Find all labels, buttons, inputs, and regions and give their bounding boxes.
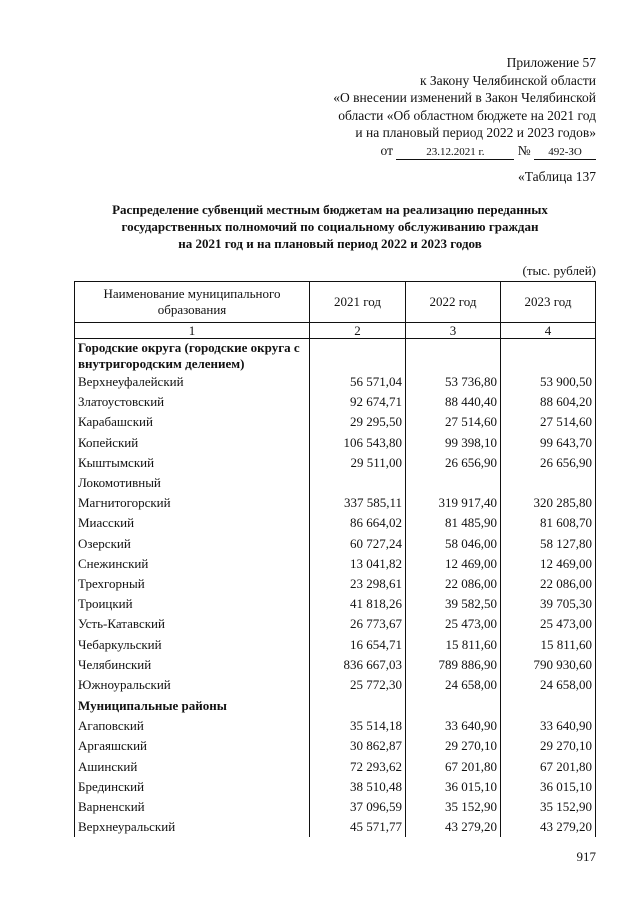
value-2021: 56 571,04 bbox=[310, 372, 406, 392]
value-2022: 36 015,10 bbox=[406, 777, 501, 797]
table-row bbox=[75, 574, 596, 594]
table-row bbox=[75, 797, 596, 817]
municipality-name: Агаповский bbox=[75, 716, 310, 736]
value-2023: 320 285,80 bbox=[501, 493, 596, 513]
municipality-name: Троицкий bbox=[75, 594, 310, 614]
table-row bbox=[75, 513, 596, 533]
municipality-name: Златоустовский bbox=[75, 392, 310, 412]
value-2023: 29 270,10 bbox=[501, 736, 596, 756]
value-2021: 836 667,03 bbox=[310, 655, 406, 675]
annex-line-4: области «Об областном бюджете на 2021 год bbox=[338, 107, 596, 123]
value-2021: 23 298,61 bbox=[310, 574, 406, 594]
value-2023: 25 473,00 bbox=[501, 614, 596, 634]
value-2022: 29 270,10 bbox=[406, 736, 501, 756]
value-2022: 22 086,00 bbox=[406, 574, 501, 594]
table-row bbox=[75, 655, 596, 675]
table-row bbox=[75, 372, 596, 392]
municipality-name: Верхнеуральский bbox=[75, 817, 310, 837]
header-name: Наименование муниципального образования bbox=[75, 282, 310, 323]
municipality-name: Карабашский bbox=[75, 412, 310, 432]
section-row bbox=[75, 339, 596, 373]
municipality-name: Миасский bbox=[75, 513, 310, 533]
value-2022: 25 473,00 bbox=[406, 614, 501, 634]
municipality-name: Копейский bbox=[75, 433, 310, 453]
section-title: Муниципальные районы bbox=[75, 695, 310, 716]
table-row bbox=[75, 817, 596, 837]
value-2021: 60 727,24 bbox=[310, 534, 406, 554]
table-row bbox=[75, 554, 596, 574]
table-row bbox=[75, 453, 596, 473]
annex-number-label: № bbox=[517, 142, 531, 158]
value-2023: 22 086,00 bbox=[501, 574, 596, 594]
value-2023: 33 640,90 bbox=[501, 716, 596, 736]
value-2021: 106 543,80 bbox=[310, 433, 406, 453]
municipality-name: Локомотивный bbox=[75, 473, 310, 493]
municipality-name: Кыштымский bbox=[75, 453, 310, 473]
value-2022: 789 886,90 bbox=[406, 655, 501, 675]
value-2022: 319 917,40 bbox=[406, 493, 501, 513]
value-2023: 58 127,80 bbox=[501, 534, 596, 554]
empty-cell bbox=[501, 339, 596, 373]
title-line-1: Распределение субвенций местным бюджетам на реализацию переданных bbox=[112, 202, 548, 217]
value-2021: 38 510,48 bbox=[310, 777, 406, 797]
table-row bbox=[75, 634, 596, 654]
col-number-2: 2 bbox=[310, 323, 406, 339]
value-2022: 27 514,60 bbox=[406, 412, 501, 432]
value-2022: 39 582,50 bbox=[406, 594, 501, 614]
table-row bbox=[75, 736, 596, 756]
value-2023: 27 514,60 bbox=[501, 412, 596, 432]
municipality-name: Магнитогорский bbox=[75, 493, 310, 513]
empty-cell bbox=[406, 339, 501, 373]
table-row bbox=[75, 534, 596, 554]
value-2023: 12 469,00 bbox=[501, 554, 596, 574]
value-2023: 99 643,70 bbox=[501, 433, 596, 453]
value-2021: 25 772,30 bbox=[310, 675, 406, 695]
title-line-3: на 2021 год и на плановый период 2022 и 2023 годов bbox=[178, 236, 482, 251]
value-2022: 58 046,00 bbox=[406, 534, 501, 554]
value-2021: 35 514,18 bbox=[310, 716, 406, 736]
value-2021: 30 862,87 bbox=[310, 736, 406, 756]
value-2023: 790 930,60 bbox=[501, 655, 596, 675]
value-2022: 99 398,10 bbox=[406, 433, 501, 453]
table-row bbox=[75, 675, 596, 695]
empty-cell bbox=[310, 339, 406, 373]
value-2021: 72 293,62 bbox=[310, 757, 406, 777]
section-row bbox=[75, 695, 596, 716]
municipality-name: Брединский bbox=[75, 777, 310, 797]
header-2022: 2022 год bbox=[406, 282, 501, 323]
value-2022: 26 656,90 bbox=[406, 453, 501, 473]
municipality-name: Снежинский bbox=[75, 554, 310, 574]
value-2022 bbox=[406, 473, 501, 493]
municipality-name: Чебаркульский bbox=[75, 634, 310, 654]
annex-line-3: «О внесении изменений в Закон Челябинской bbox=[333, 90, 596, 105]
value-2023: 81 608,70 bbox=[501, 513, 596, 533]
value-2022: 88 440,40 bbox=[406, 392, 501, 412]
table-label: «Таблица 137 bbox=[518, 169, 596, 184]
value-2023 bbox=[501, 473, 596, 493]
table-body bbox=[75, 339, 596, 838]
municipality-name: Озерский bbox=[75, 534, 310, 554]
table-header bbox=[75, 282, 596, 339]
value-2023: 15 811,60 bbox=[501, 634, 596, 654]
value-2023: 35 152,90 bbox=[501, 797, 596, 817]
municipality-name: Трехгорный bbox=[75, 574, 310, 594]
empty-cell bbox=[310, 695, 406, 716]
municipality-name: Ашинский bbox=[75, 757, 310, 777]
header-2023: 2023 год bbox=[501, 282, 596, 323]
table-row bbox=[75, 757, 596, 777]
empty-cell bbox=[406, 695, 501, 716]
municipality-name: Аргаяшский bbox=[75, 736, 310, 756]
value-2021: 92 674,71 bbox=[310, 392, 406, 412]
col-number-4: 4 bbox=[501, 323, 596, 339]
table-row bbox=[75, 412, 596, 432]
value-2021: 45 571,77 bbox=[310, 817, 406, 837]
value-2023: 36 015,10 bbox=[501, 777, 596, 797]
title-line-2: государственных полномочий по социальному обслуживанию граждан bbox=[121, 219, 539, 234]
annex-number: 492-ЗО bbox=[534, 146, 596, 160]
value-2021 bbox=[310, 473, 406, 493]
value-2022: 53 736,80 bbox=[406, 372, 501, 392]
municipality-name: Верхнеуфалейский bbox=[75, 372, 310, 392]
annex-date: 23.12.2021 г. bbox=[396, 146, 514, 160]
value-2021: 86 664,02 bbox=[310, 513, 406, 533]
value-2022: 15 811,60 bbox=[406, 634, 501, 654]
document-title bbox=[70, 201, 590, 252]
value-2022: 81 485,90 bbox=[406, 513, 501, 533]
value-2023: 43 279,20 bbox=[501, 817, 596, 837]
subsidy-table bbox=[74, 281, 596, 837]
value-2023: 39 705,30 bbox=[501, 594, 596, 614]
value-2021: 29 295,50 bbox=[310, 412, 406, 432]
annex-line-5: и на плановый период 2022 и 2023 годов» bbox=[355, 125, 596, 140]
value-2021: 16 654,71 bbox=[310, 634, 406, 654]
table-row bbox=[75, 473, 596, 493]
annex-line-2: к Закону Челябинской области bbox=[419, 72, 596, 88]
units-label: (тыс. рублей) bbox=[522, 263, 596, 278]
page-number: 917 bbox=[576, 849, 596, 864]
value-2023: 26 656,90 bbox=[501, 453, 596, 473]
annex-reference bbox=[296, 142, 596, 160]
municipality-name: Усть-Катавский bbox=[75, 614, 310, 634]
municipality-name: Варненский bbox=[75, 797, 310, 817]
value-2022: 12 469,00 bbox=[406, 554, 501, 574]
value-2023: 67 201,80 bbox=[501, 757, 596, 777]
municipality-name: Южноуральский bbox=[75, 675, 310, 695]
annex-from-label: от bbox=[380, 142, 393, 158]
value-2021: 29 511,00 bbox=[310, 453, 406, 473]
value-2021: 41 818,26 bbox=[310, 594, 406, 614]
value-2022: 67 201,80 bbox=[406, 757, 501, 777]
table-row bbox=[75, 614, 596, 634]
value-2022: 43 279,20 bbox=[406, 817, 501, 837]
table-row bbox=[75, 716, 596, 736]
annex-line-1: Приложение 57 bbox=[506, 55, 596, 70]
col-number-3: 3 bbox=[406, 323, 501, 339]
value-2022: 33 640,90 bbox=[406, 716, 501, 736]
header-2021: 2021 год bbox=[310, 282, 406, 323]
value-2021: 26 773,67 bbox=[310, 614, 406, 634]
value-2023: 88 604,20 bbox=[501, 392, 596, 412]
value-2021: 37 096,59 bbox=[310, 797, 406, 817]
municipality-name: Челябинский bbox=[75, 655, 310, 675]
value-2021: 337 585,11 bbox=[310, 493, 406, 513]
annex-header bbox=[296, 54, 596, 160]
table-row bbox=[75, 493, 596, 513]
value-2023: 53 900,50 bbox=[501, 372, 596, 392]
value-2023: 24 658,00 bbox=[501, 675, 596, 695]
table-row bbox=[75, 392, 596, 412]
empty-cell bbox=[501, 695, 596, 716]
col-number-1: 1 bbox=[75, 323, 310, 339]
table-row bbox=[75, 594, 596, 614]
table-row bbox=[75, 433, 596, 453]
value-2022: 24 658,00 bbox=[406, 675, 501, 695]
section-title: Городские округа (городские округа с внутригородским делением) bbox=[75, 339, 310, 373]
value-2022: 35 152,90 bbox=[406, 797, 501, 817]
value-2021: 13 041,82 bbox=[310, 554, 406, 574]
table-row bbox=[75, 777, 596, 797]
